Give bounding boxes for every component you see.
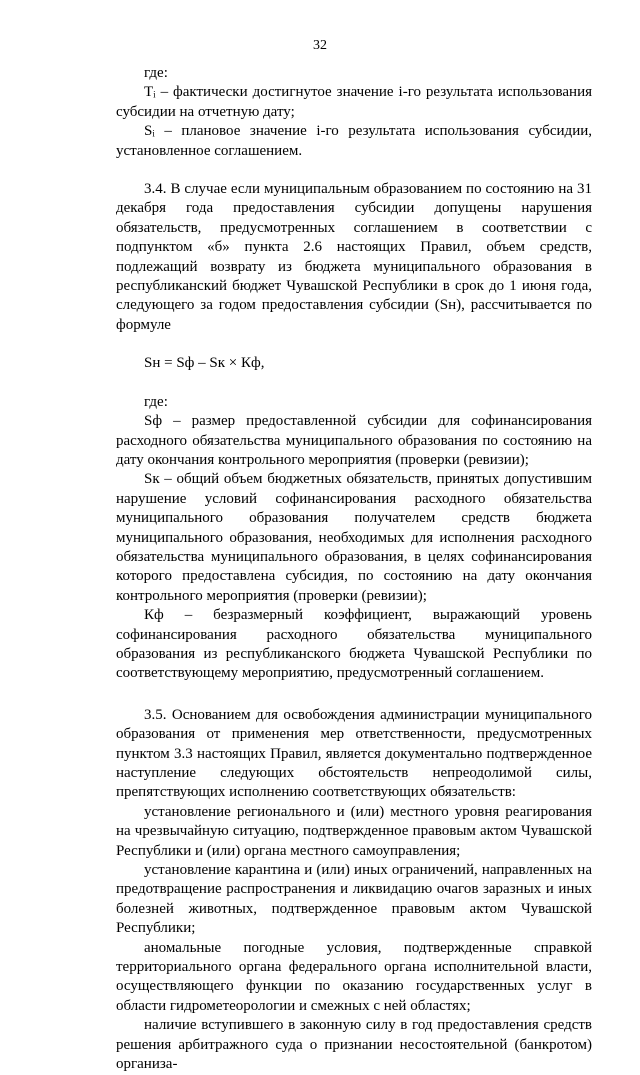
definition-t: Tᵢ – фактически достигнутое значение i-го результата использования субсидии на отчетную дату; [116, 84, 592, 120]
list-item: установление карантина и (или) иных ограничений, направленных на предотвращение распространения и ликвидацию очагов заразных и иных болезней животных, подтвержденное правовым актом Чувашской Республики; [116, 862, 592, 937]
list-item: аномальные погодные условия, подтвержденные справкой территориального органа федерального органа исполнительной власти, осуществляющего функции по оказанию государственных услуг в области гидрометеорологии и смежных с ней областях; [116, 939, 592, 1014]
definition-sf: Sф – размер предоставленной субсидии для софинансирования расходного обязательства муниципального образования по состоянию на дату окончания контрольного мероприятия (проверки (ревизии); [116, 413, 592, 468]
formula: Sн = Sф – Sк × Кф, [144, 355, 265, 372]
document-body [116, 64, 592, 1075]
where-label: где: [144, 393, 168, 410]
paragraph-3-5: 3.5. Основанием для освобождения администрации муниципального образования от применения мер ответственности, предусмотренных пунктом 3.3 настоящих Правил, является документально подтвержденное наступление следующих обстоятельств непреодолимой силы, препятствующих исполнению соответствующих обязательств: [116, 706, 592, 801]
list-item: установление регионального и (или) местного уровня реагирования на чрезвычайную ситуацию, подтвержденное правовым актом Чувашской Республики и (или) органа местного самоуправления; [116, 803, 592, 859]
paragraph-3-4: 3.4. В случае если муниципальным образованием по состоянию на 31 декабря года предоставления субсидии допущены нарушения обязательств, предусмотренных соглашением в соответствии с подпунктом «б» пункта 2.6 настоящих Правил, объем средств, подлежащий возврату из бюджета муниципального образования в республиканский бюджет Чувашской Республики в срок до 1 июня года, следующего за годом предоставления субсидии (Sн), рассчитывается по формуле [116, 181, 592, 333]
definition-sk: Sк – общий объем бюджетных обязательств, принятых допустившим нарушение условий софинансирования расходного обязательства муниципального образования получателем средств бюджета муниципального образования, необходимых для исполнения расходного обязательства муниципального образования, в целях софинансирования которого предоставлена субсидия, по состоянию на дату окончания контрольного мероприятия (проверки (ревизии); [116, 471, 592, 604]
where-label: где: [144, 65, 168, 81]
list-item: наличие вступившего в законную силу в год предоставления средств решения арбитражного суда о признании несостоятельной (банкротом) организа- [116, 1017, 592, 1073]
definition-s: Sᵢ – плановое значение i-го результата использования субсидии, установленное соглашением. [116, 123, 592, 159]
page-number: 32 [313, 38, 327, 53]
definition-kf: Кф – безразмерный коэффициент, выражающий уровень софинансирования расходного обязательства муниципального образования из республиканского бюджета Чувашской Республики по соответствующему мероприятию, предусмотренный соглашением. [116, 607, 592, 682]
